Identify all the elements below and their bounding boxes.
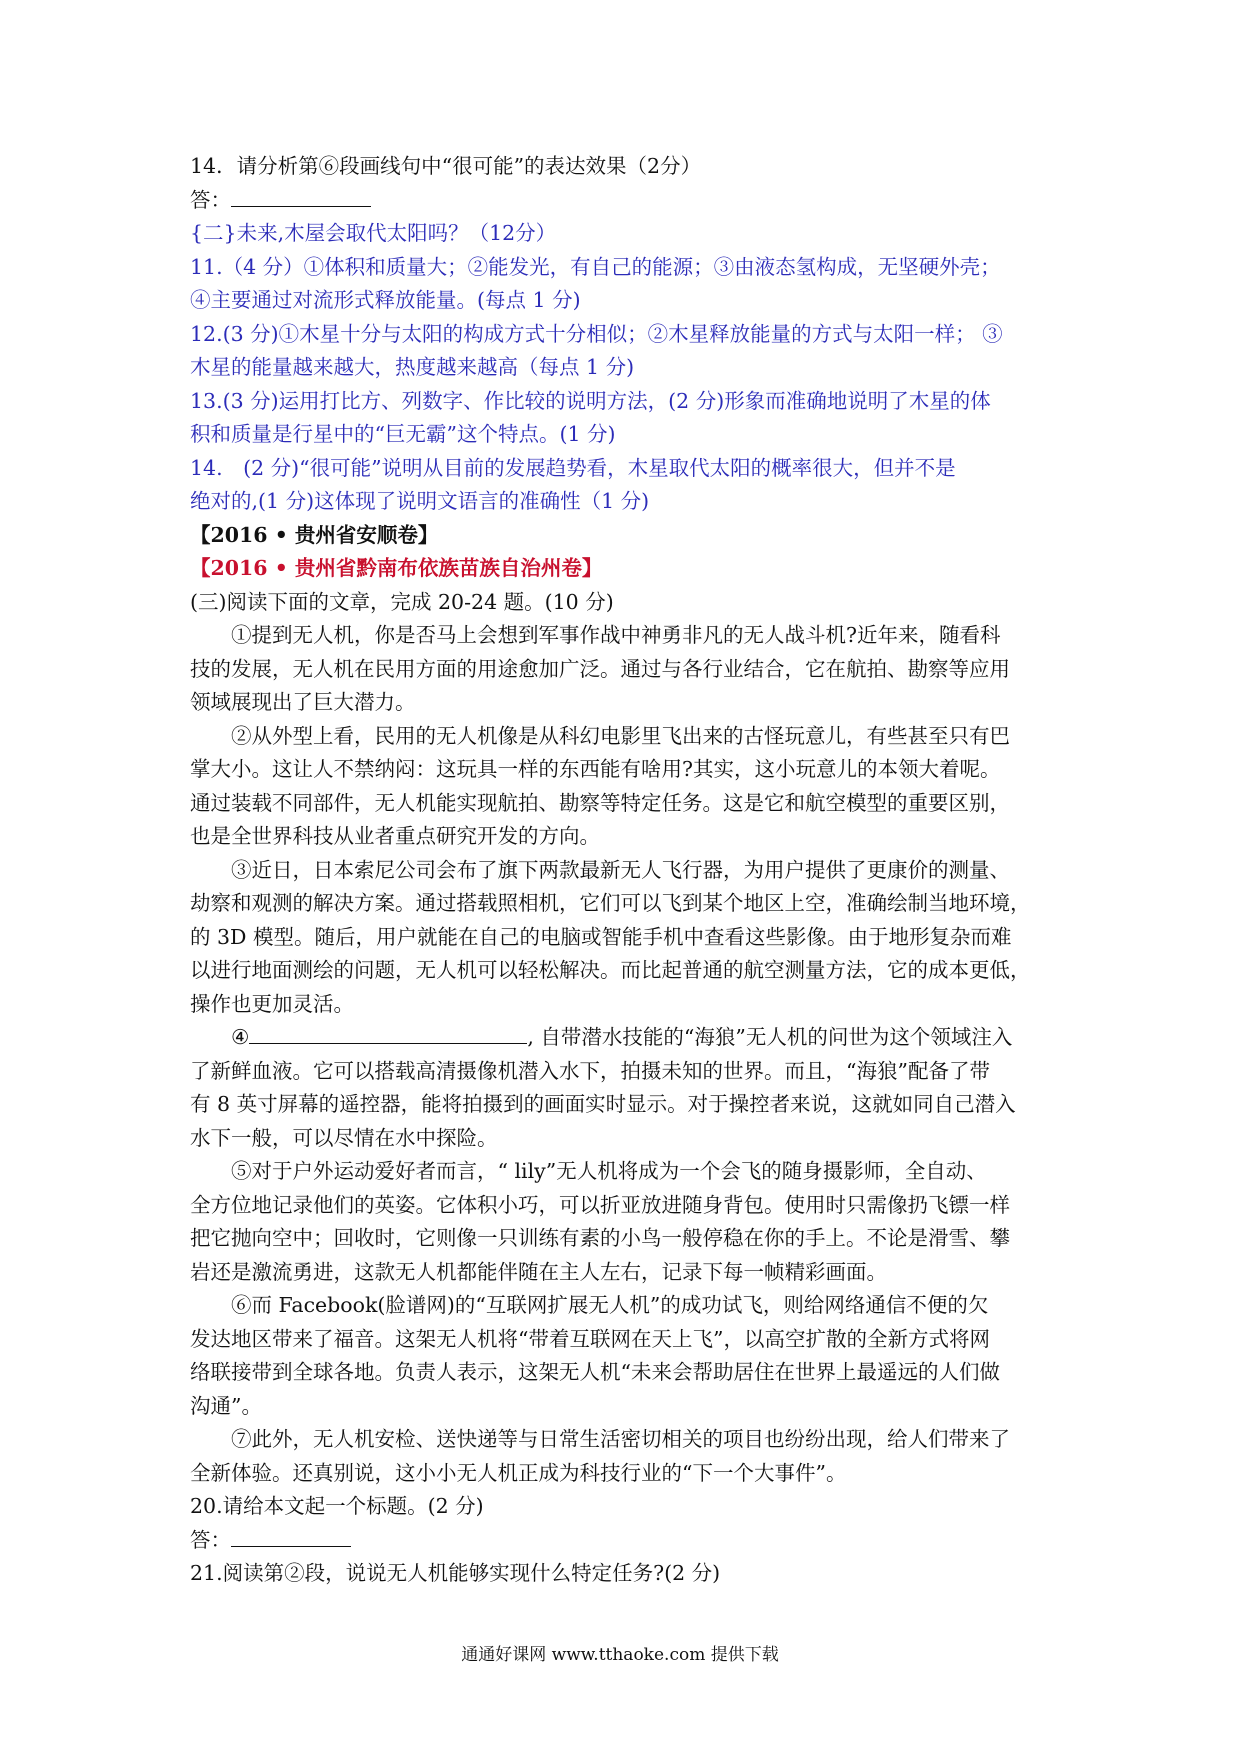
answer-line: 11.（4 分）①体积和质量大；②能发光，有自己的能源；③由液态氢构成，无坚硬外壳； (190, 254, 1001, 279)
paragraph-line: ①提到无人机，你是否马上会想到军事作战中神勇非凡的无人战斗机?近年来，随看科 (231, 623, 1001, 647)
reading-intro: (三)阅读下面的文章，完成 20-24 题。(10 分) (190, 589, 614, 614)
paragraph-line: 水下一般，可以尽情在水中探险。 (190, 1125, 498, 1150)
answer-line: 13.(3 分)运用打比方、列数字、作比较的说明方法，(2 分)形象而准确地说明了木星的体 (190, 388, 991, 413)
paragraph-line: 以进行地面测绘的问题，无人机可以轻松解决。而比起普通的航空测量方法，它的成本更低， (190, 958, 1031, 982)
answer-line: 14. (2 分)“很可能”说明从目前的发展趋势看，木星取代太阳的概率很大，但并不是 (190, 455, 956, 480)
answer-line: 绝对的,(1 分)这体现了说明文语言的准确性（1 分) (190, 489, 650, 513)
paragraph-line: ⑦此外，无人机安检、送快递等与日常生活密切相关的项目也纷纷出现，给人们带来了 (231, 1427, 1010, 1451)
paragraph-line: 通过装载不同部件，无人机能实现航拍、勘察等特定任务。这是它和航空模型的重要区别， (190, 790, 1010, 815)
answer-line: 木星的能量越来越大，热度越来越高（每点 1 分) (190, 355, 635, 379)
section-title: {二}未来,木屋会取代太阳吗？（12分） (190, 221, 557, 245)
paragraph-text: , 自带潜水技能的“海狼”无人机的问世为这个领域注入 (527, 1025, 1013, 1049)
fill-in-blank (249, 1021, 527, 1044)
question-20: 20.请给本文起一个标题。(2 分) (190, 1494, 484, 1518)
page-footer: 通通好课网 www.tthaoke.com 提供下载 (461, 1645, 779, 1665)
paragraph-line: 劫察和观测的解决方案。通过搭载照相机，它们可以飞到某个地区上空，准确绘制当地环境， (190, 891, 1031, 915)
paragraph-line-with-blank (190, 1021, 1070, 1055)
answer-line: 积和质量是行星中的“巨无霸”这个特点。(1 分) (190, 422, 616, 446)
paragraph-line: 操作也更加灵活。 (190, 991, 354, 1016)
paragraph-line: 领域展现出了巨大潜力。 (190, 690, 416, 714)
paragraph-number: ④ (231, 1025, 250, 1049)
paragraph-line: 技的发展，无人机在民用方面的用途愈加广泛。通过与各行业结合，它在航拍、勘察等应用 (190, 656, 1010, 681)
paragraph-line: 络联接带到全球各地。负责人表示，这架无人机“未来会帮助居住在世界上最遥远的人们做 (190, 1360, 1000, 1384)
question-21: 21.阅读第②段，说说无人机能够实现什么特定任务?(2 分) (190, 1561, 721, 1585)
exam-heading-red: 【2016 • 贵州省黔南布依族苗族自治州卷】 (190, 556, 603, 580)
paragraph-line: 掌大小。这让人不禁纳闷：这玩具一样的东西能有啥用?其实，这小玩意儿的本领大着呢。 (190, 757, 1001, 781)
answer-line: ④主要通过对流形式释放能量。(每点 1 分) (190, 288, 581, 312)
paragraph-line: 岩还是激流勇进，这款无人机都能伴随在主人左右，记录下每一帧精彩画面。 (190, 1259, 887, 1284)
answer-label: 答： (190, 1527, 231, 1552)
document-body (190, 150, 1070, 1591)
answer-blank (231, 184, 371, 207)
answer-line-14 (190, 184, 1070, 218)
answer-blank (231, 1524, 351, 1547)
paragraph-line: 有 8 英寸屏幕的遥控器，能将拍摄到的画面实时显示。对于操控者来说，这就如同自己潜入 (190, 1092, 1016, 1116)
paragraph-line: 沟通”。 (190, 1393, 262, 1418)
paragraph-line: ②从外型上看，民用的无人机像是从科幻电影里飞出来的古怪玩意儿，有些甚至只有巴 (231, 723, 1010, 748)
paragraph-line: 全新体验。还真别说，这小小无人机正成为科技行业的“下一个大事件”。 (190, 1460, 847, 1485)
question-14: 14．请分析第⑥段画线句中“很可能”的表达效果（2分） (190, 154, 702, 178)
paragraph-line: ③近日，日本索尼公司会布了旗下两款最新无人飞行器，为用户提供了更康价的测量、 (231, 857, 1010, 882)
paragraph-line: 也是全世界科技从业者重点研究开发的方向。 (190, 824, 600, 848)
exam-heading: 【2016 • 贵州省安顺卷】 (190, 522, 439, 547)
paragraph-line: 的 3D 模型。随后，用户就能在自己的电脑或智能手机中查看这些影像。由于地形复杂而难 (190, 924, 1012, 949)
answer-line: 12.(3 分)①木星十分与太阳的构成方式十分相似；②木星释放能量的方式与太阳一样； ③ (190, 321, 1003, 346)
paragraph-line: 了新鲜血液。它可以搭载高清摄像机潜入水下，拍摄未知的世界。而且，“海狼”配备了带 (190, 1058, 990, 1083)
paragraph-line: ⑤对于户外运动爱好者而言，“ lily”无人机将成为一个会飞的随身摄影师，全自动、 (231, 1159, 987, 1183)
paragraph-line: 发达地区带来了福音。这架无人机将“带着互联网在天上飞”，以高空扩散的全新方式将网 (190, 1326, 990, 1351)
paragraph-line: ⑥而 Facebook(脸谱网)的“互联网扩展无人机”的成功试飞，则给网络通信不便的欠 (231, 1293, 989, 1317)
paragraph-line: 把它抛向空中；回收时，它则像一只训练有素的小鸟一般停稳在你的手上。不论是滑雪、攀 (190, 1226, 1010, 1250)
answer-line-20 (190, 1524, 1070, 1558)
paragraph-line: 全方位地记录他们的英姿。它体积小巧，可以折亚放进随身背包。使用时只需像扔飞镖一样 (190, 1192, 1010, 1217)
answer-label: 答： (190, 187, 231, 212)
